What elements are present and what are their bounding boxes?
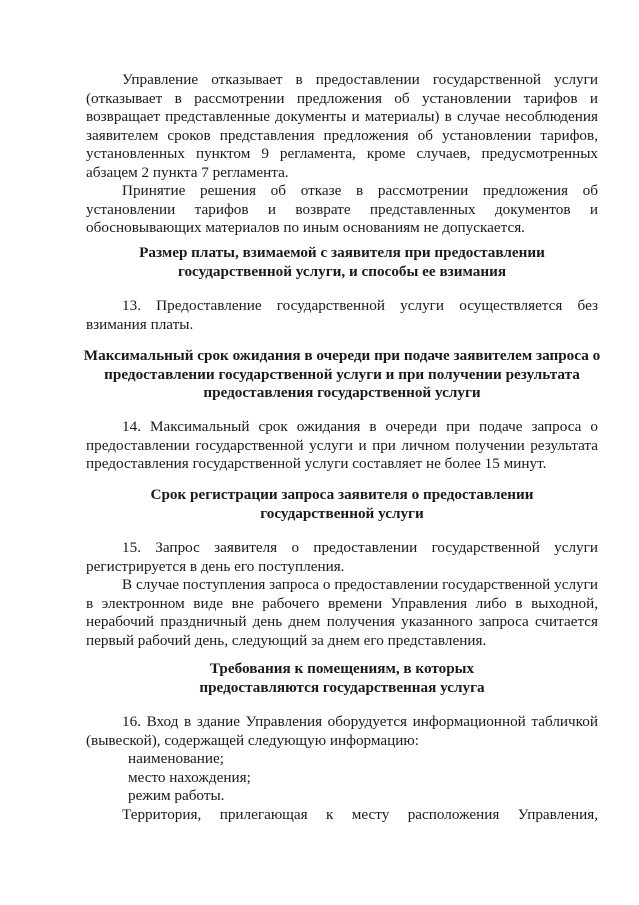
paragraph-13: 13. Предоставление государственной услуги осуществляется без взимания платы. (86, 297, 598, 333)
section-waiting-time (86, 418, 598, 474)
section-payment (86, 297, 598, 334)
list-item-location: место нахождения; (128, 768, 251, 786)
paragraph-14: 14. Максимальный срок ожидания в очереди при подаче запроса о предоставлении государственной услуги и при личном получении результата предоставления государственной услуги составляет не более 15 минут. (86, 418, 598, 472)
heading-payment: Размер платы, взимаемой с заявителя при предоставлении государственной услуги, и способы ее взимания (139, 244, 545, 280)
paragraph-15-electronic: В случае поступления запроса о предоставлении государственной услуги в электронном виде вне рабочего времени Управления либо в выходной, нерабочий праздничный день днем получения указанного запроса считается первый рабочий день, следующий за днем его представления. (86, 576, 598, 649)
section-registration (86, 539, 598, 650)
heading-premises: Требования к помещениям, в которых предоставляются государственная услуга (199, 660, 485, 696)
section-refusal (86, 71, 598, 238)
list-item-name: наименование; (128, 750, 224, 767)
section-premises (86, 713, 598, 824)
paragraph-refusal-other-grounds: Принятие решения об отказе в рассмотрении предложения об установлении тарифов и возврате представленных документов и обосновывающих материалов по иным основаниям не допускается. (86, 182, 598, 236)
paragraph-16: 16. Вход в здание Управления оборудуется информационной табличкой (вывеской), содержащей следующую информацию: (86, 713, 598, 749)
list-item-working-hours: режим работы. (128, 787, 225, 804)
heading-registration: Срок регистрации запроса заявителя о предоставлении государственной услуги (150, 486, 534, 522)
paragraph-refusal: Управление отказывает в предоставлении государственной услуги (отказывает в рассмотрении предложения об установлении тарифов и возвращает представленные документы и материалы) в случае несоблюдения заявителем сроков представления предложения об установлении тарифов, установленных пунктом 9 регламента, кроме случаев, предусмотренных абзацем 2 пункта 7 регламента. (86, 71, 598, 181)
heading-waiting-time: Максимальный срок ожидания в очереди при подаче заявителем запроса о предоставлении государственной услуги и при получении результата предоставления государственной услуги (83, 347, 601, 401)
paragraph-15: 15. Запрос заявителя о предоставлении государственной услуги регистрируется в день его поступления. (86, 539, 598, 575)
paragraph-territory: Территория, прилегающая к месту расположения Управления, (122, 805, 598, 823)
